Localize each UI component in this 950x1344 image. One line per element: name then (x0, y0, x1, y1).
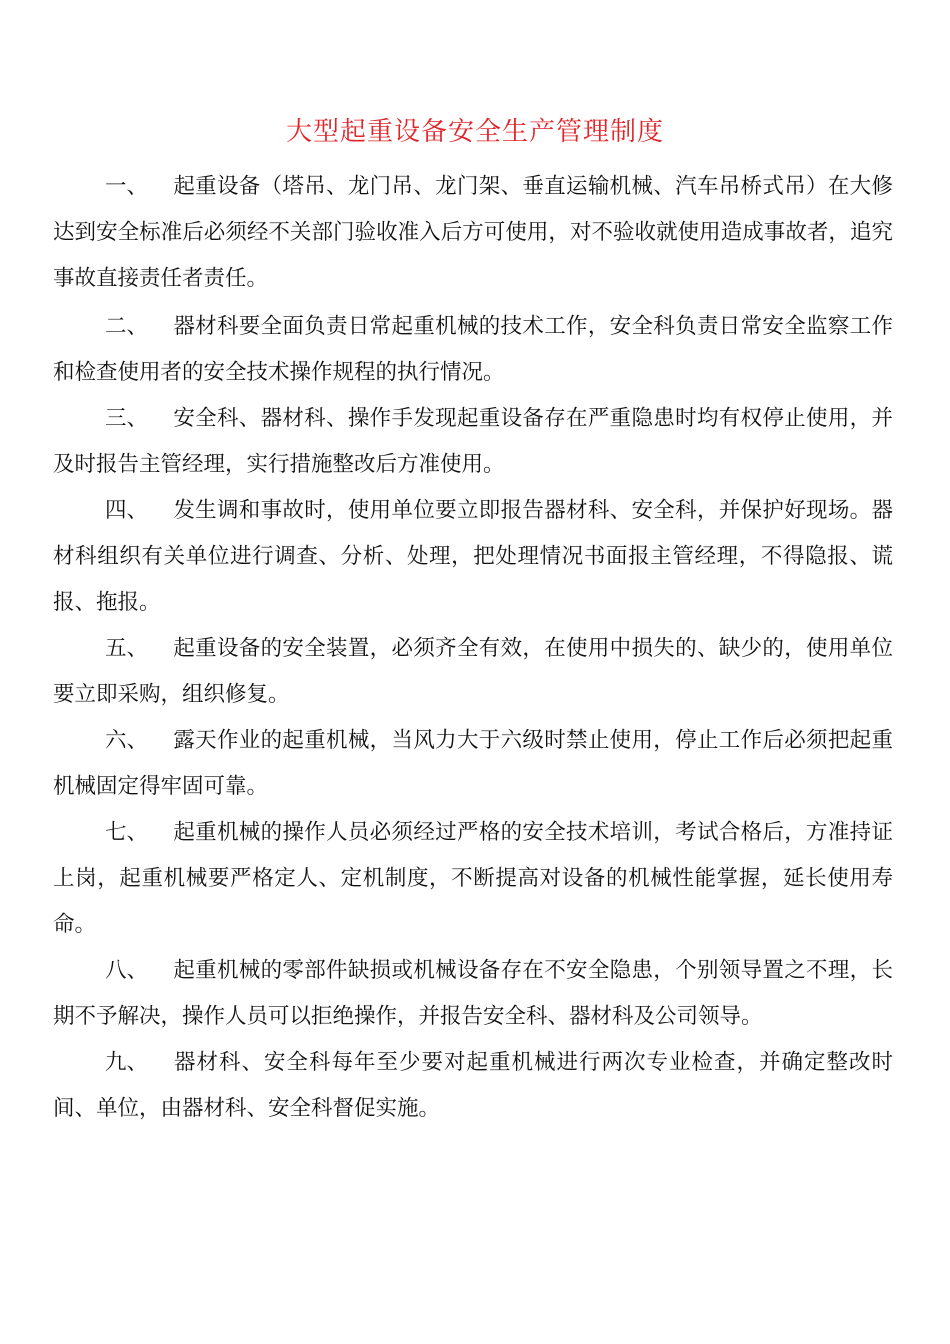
clause-number: 二、 (105, 314, 149, 339)
clause-number: 八、 (105, 958, 149, 983)
clause-text: 发生调和事故时，使用单位要立即报告器材科、安全科，并保护好现场。器材科组织有关单位进行调查、分析、处理，把处理情况书面报主管经理，不得隐报、谎报、拖报。 (53, 498, 893, 615)
clause-4 (53, 488, 893, 626)
clause-9 (53, 1040, 893, 1132)
clause-number: 三、 (105, 406, 149, 431)
clause-3 (53, 396, 893, 488)
clause-text: 器材科、安全科每年至少要对起重机械进行两次专业检查，并确定整改时间、单位，由器材科、安全科督促实施。 (53, 1050, 893, 1121)
clause-number: 四、 (105, 498, 149, 523)
clause-text: 起重机械的零部件缺损或机械设备存在不安全隐患，个别领导置之不理，长期不予解决，操作人员可以拒绝操作，并报告安全科、器材科及公司领导。 (53, 958, 893, 1029)
clause-number: 五、 (105, 636, 149, 661)
clause-text: 露天作业的起重机械，当风力大于六级时禁止使用，停止工作后必须把起重机械固定得牢固可靠。 (53, 728, 893, 799)
clause-1 (53, 164, 893, 302)
clause-text: 起重设备（塔吊、龙门吊、龙门架、垂直运输机械、汽车吊桥式吊）在大修达到安全标准后必须经不关部门验收准入后方可使用，对不验收就使用造成事故者，追究事故直接责任者责任。 (53, 174, 893, 291)
clause-text: 安全科、器材科、操作手发现起重设备存在严重隐患时均有权停止使用，并及时报告主管经理，实行措施整改后方准使用。 (53, 406, 893, 477)
document-title: 大型起重设备安全生产管理制度 (285, 117, 664, 147)
clause-number: 九、 (105, 1050, 149, 1075)
document-body (53, 164, 893, 1132)
clause-number: 一、 (105, 174, 149, 199)
clause-number: 六、 (105, 728, 149, 753)
clause-number: 七、 (105, 820, 149, 845)
clause-7 (53, 810, 893, 948)
clause-6 (53, 718, 893, 810)
clause-text: 器材科要全面负责日常起重机械的技术工作，安全科负责日常安全监察工作和检查使用者的安全技术操作规程的执行情况。 (53, 314, 893, 385)
clause-8 (53, 948, 893, 1040)
clause-text: 起重机械的操作人员必须经过严格的安全技术培训，考试合格后，方准持证上岗，起重机械要严格定人、定机制度，不断提高对设备的机械性能掌握，延长使用寿命。 (53, 820, 893, 937)
clause-text: 起重设备的安全装置，必须齐全有效，在使用中损失的、缺少的，使用单位要立即采购，组织修复。 (53, 636, 893, 707)
clause-5 (53, 626, 893, 718)
clause-2 (53, 304, 893, 396)
